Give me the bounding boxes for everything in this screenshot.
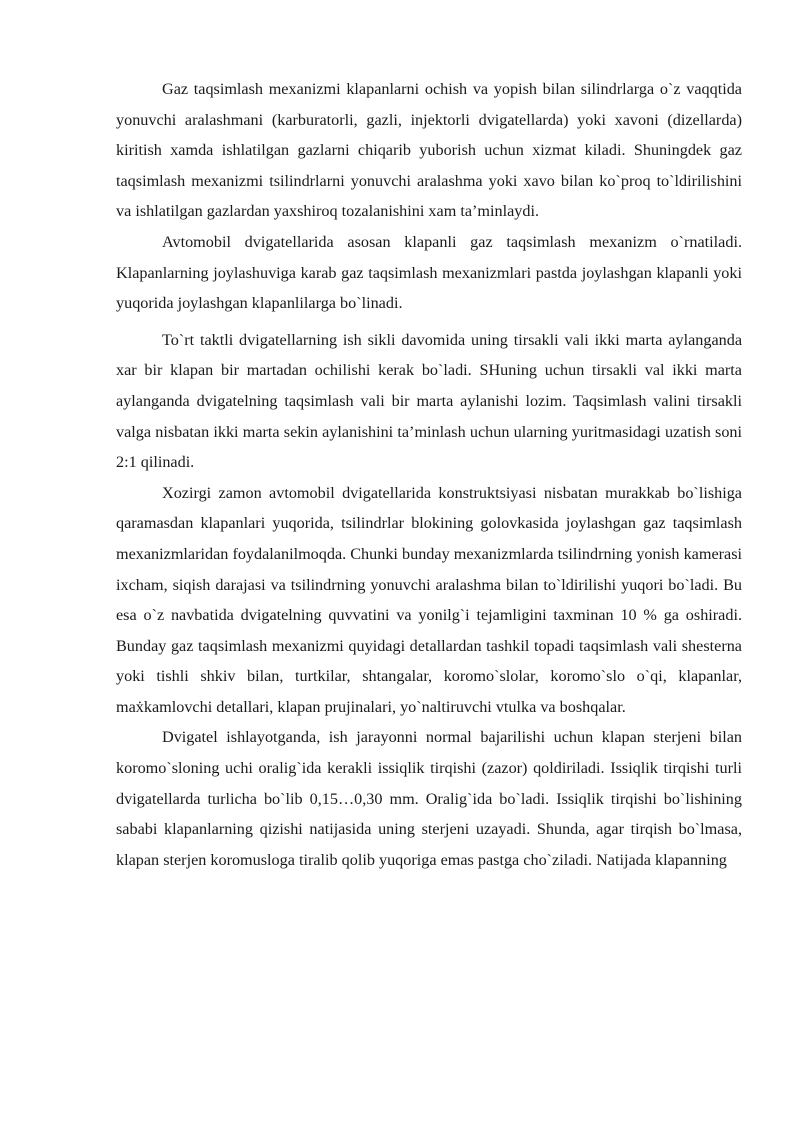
paragraph-modern-engines: Xozirgi zamon avtomobil dvigatellarida konstruktsiyasi nisbatan murakkab bo`lishiga qaramasdan klapanlari yuqorida, tsilindrlar blokining golovkasida joylashgan gaz taqsimlash mexanizmlaridan foydalanilmoqda. Chunki bunday mexanizmlarda tsilindrning yonish kamerasi ixcham, siqish darajasi va tsilindrning yonuvchi aralashma bilan to`ldirilishi yuqori bo`ladi. Bu esa o`z navbatida dvigatelning quvvatini va yonilg`i tejamligini taxminan 10 % ga oshiradi. Bunday gaz taqsimlash mexanizmi quyidagi detallardan tashkil topadi taqsimlash vali shesterna yoki tishli shkiv bilan, turtkilar, shtangalar, koromo`slolar, koromo`slo o`qi, klapanlar, maẋkamlovchi detallari, klapan prujinalari, yo`naltiruvchi vtulka va boshqalar. [116, 483, 742, 716]
paragraph-thermal-clearance: Dvigatel ishlayotganda, ish jarayonni normal bajarilishi uchun klapan sterjeni bilan koromo`sloning uchi oralig`ida kerakli issiqlik tirqishi (zazor) qoldiriladi. Issiqlik tirqishi turli dvigatellarda turlicha bo`lib 0,15…0,30 mm. Oralig`ida bo`ladi. Issiqlik tirqishi bo`lishining sababi klapanlarning qizishi natijasida uning sterjeni uzayadi. Shunda, agar tirqish bo`lmasa, klapan sterjen koromusloga tiralib qolib yuqoriga emas pastga cho`ziladi. Natijada klapanning [116, 728, 742, 869]
paragraph-four-stroke-cycle: To`rt taktli dvigatellarning ish sikli davomida uning tirsakli vali ikki marta aylanganda xar bir klapan bir martadan ochilishi kerak bo`ladi. SHuning uchun tirsakli val ikki marta aylanganda dvigatelning taqsimlash vali bir marta aylanishi lozim. Taqsimlash valini tirsakli valga nisbatan ikki marta sekin aylanishini ta’minlash uchun ularning yuritmasidagi uzatish soni 2:1 qilinadi. [116, 330, 742, 472]
paragraph-gas-distribution-purpose: Gaz taqsimlash mexanizmi klapanlarni ochish va yopish bilan silindrlarga o`z vaqqtida yonuvchi aralashmani (karburatorli, gazli, injektorli dvigatellarda) yoki xavoni (dizellarda) kiritish xamda ishlatilgan gazlarni chiqarib yuborish uchun xizmat kiladi. Shuningdek gaz taqsimlash mexanizmi tsilindrlarni yonuvchi aralashma yoki xavo bilan ko`proq to`ldirilishini va ishlatilgan gazlardan yaxshiroq tozalanishini xam ta’minlaydi. [116, 80, 742, 221]
document-body [116, 74, 742, 875]
paragraph-valve-arrangement: Avtomobil dvigatellarida asosan klapanli gaz taqsimlash mexanizm o`rnatiladi. Klapanlarning joylashuviga karab gaz taqsimlash mexanizmlari pastda joylashgan klapanli yoki yuqorida joylashgan klapanlilarga bo`linadi. [116, 232, 742, 313]
